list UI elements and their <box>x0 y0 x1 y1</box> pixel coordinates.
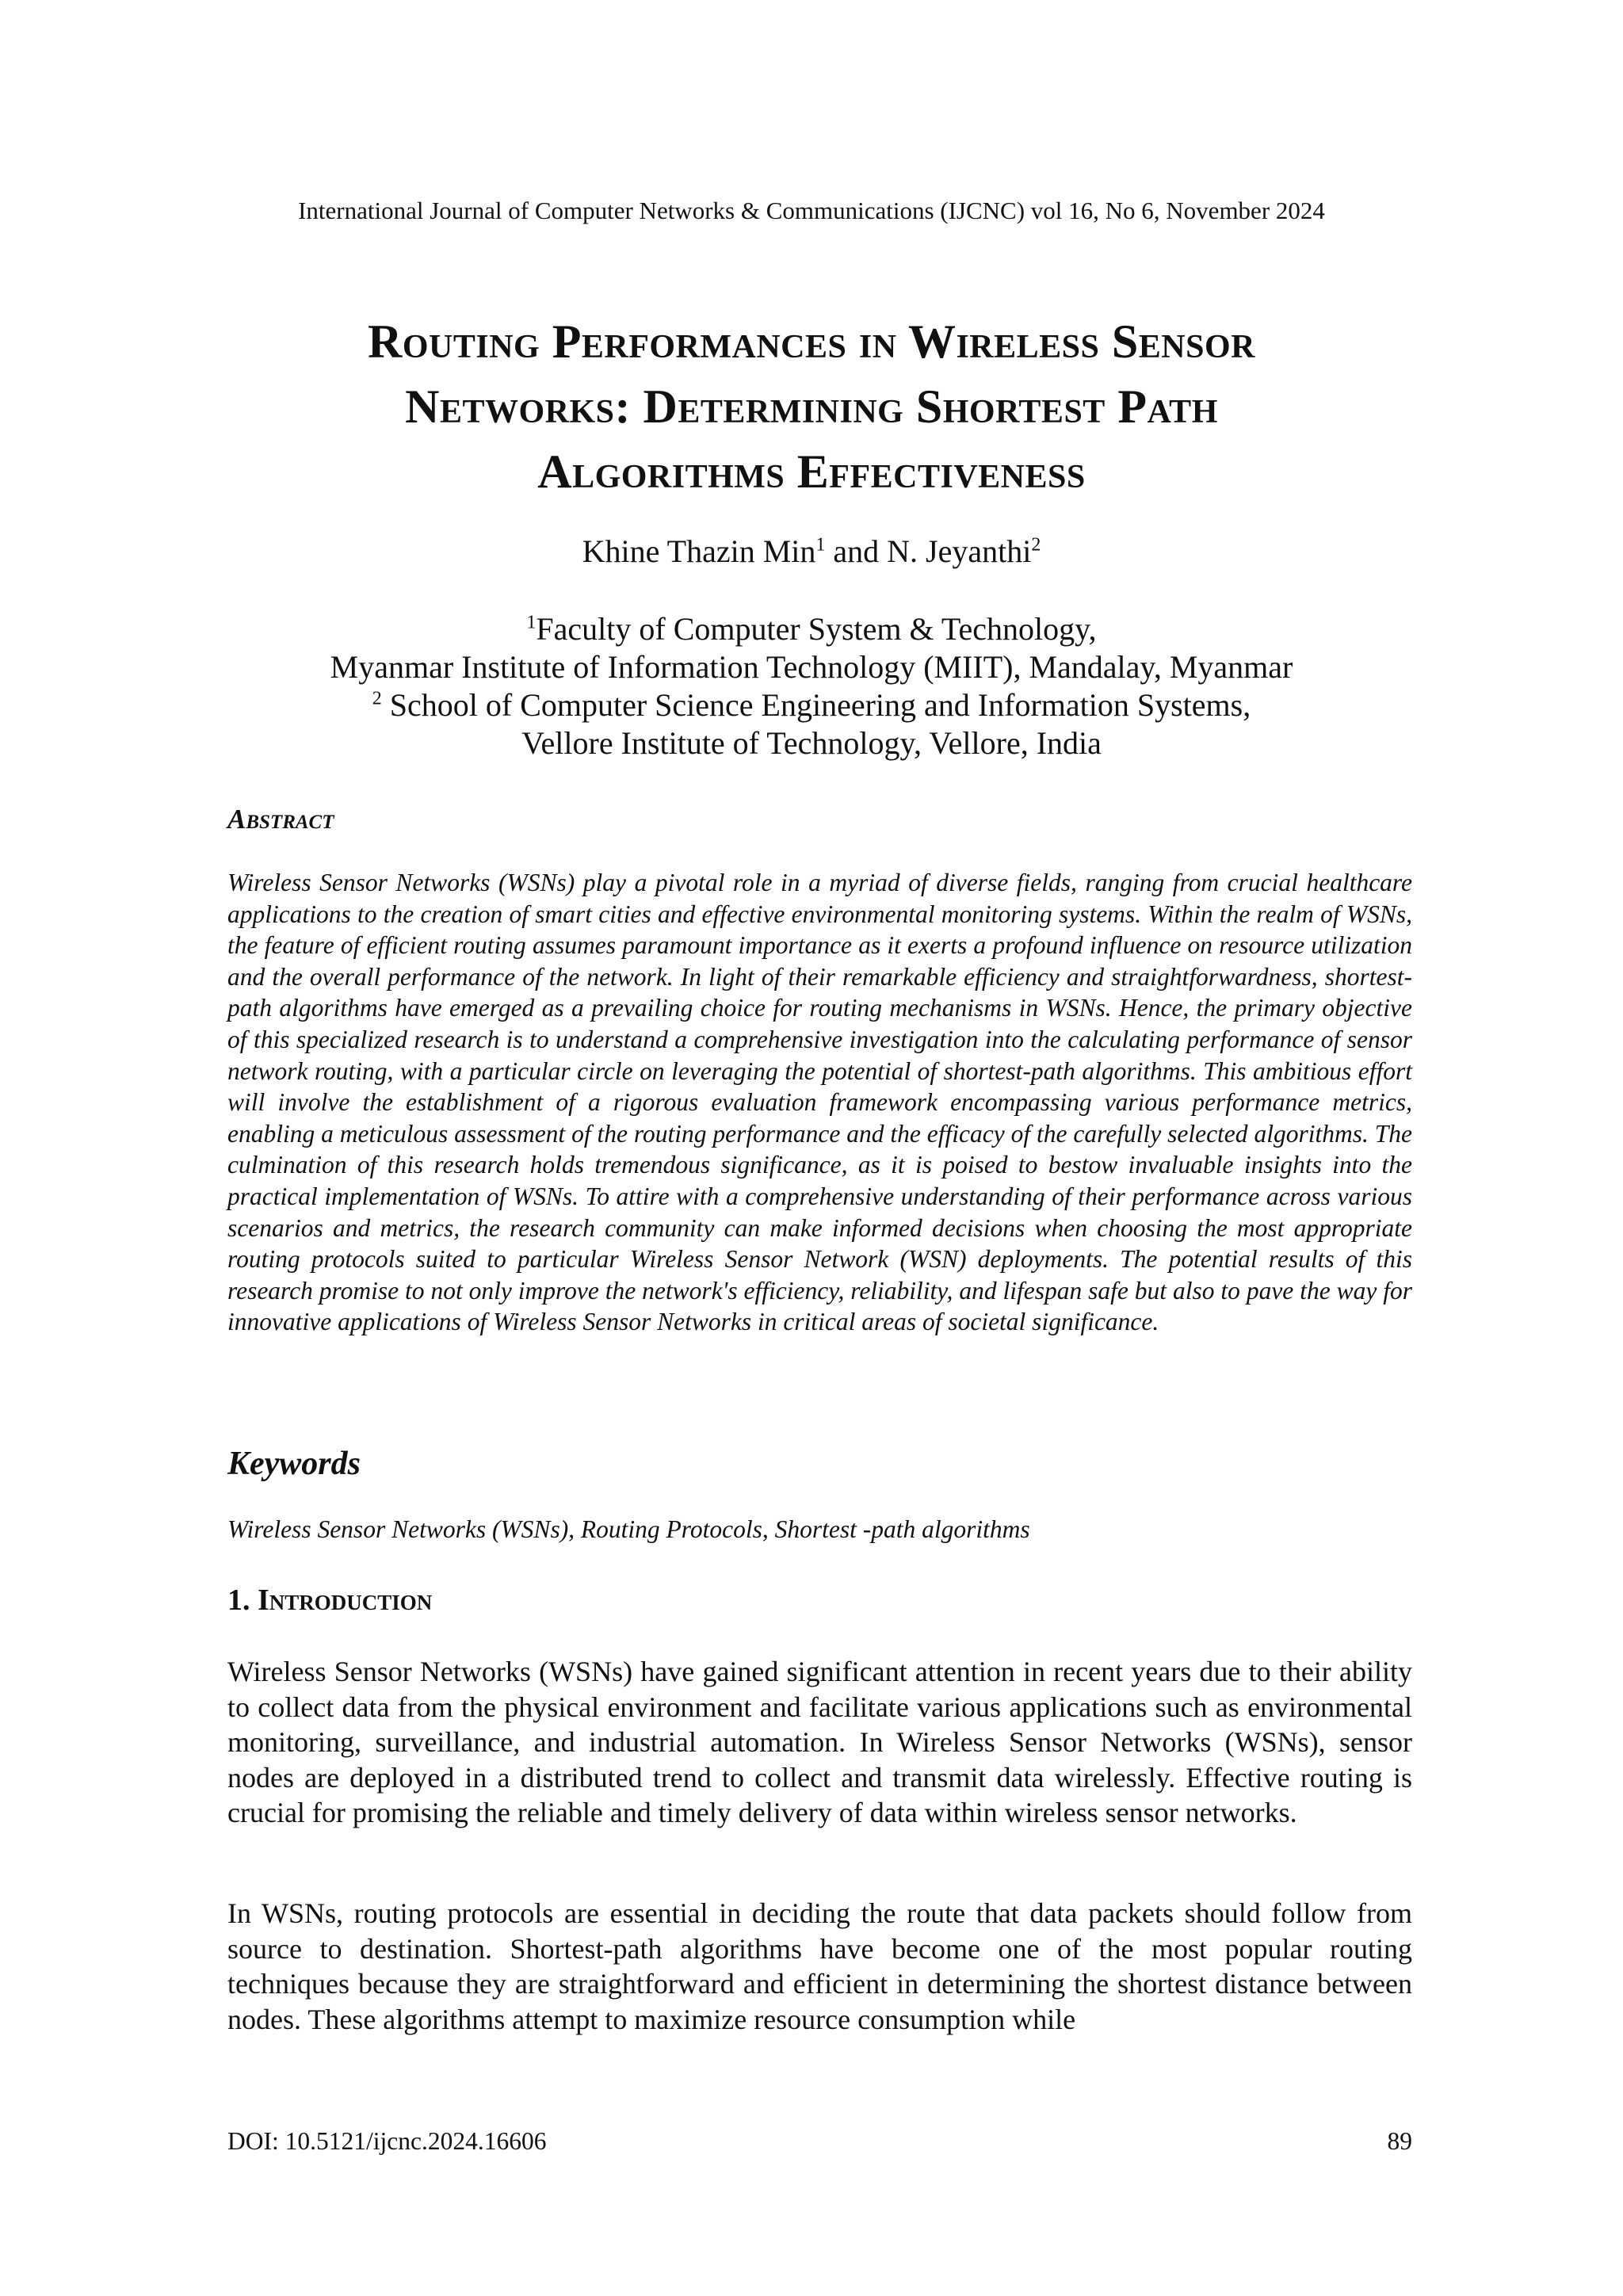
affiliation-1-marker: 1 <box>526 612 537 633</box>
introduction-paragraph-1: Wireless Sensor Networks (WSNs) have gained significant attention in recent years due to their ability to collect data from the physical environment and facilitate various applications such as environmental monitoring, surveillance, and industrial automation. In Wireless Sensor Networks (WSNs), sensor nodes are deployed in a distributed trend to collect and transmit data wirelessly. Effective routing is crucial for promising the reliable and timely delivery of data within wireless sensor networks. <box>227 1656 1412 1828</box>
keywords-heading: Keywords <box>227 1446 361 1482</box>
introduction-paragraph-2: In WSNs, routing protocols are essential in deciding the route that data packets should follow from source to destination. Shortest-path algorithms have become one of the most popular routing techniques because they are straightforward and efficient in determining the shortest distance between nodes. These algorithms attempt to maximize resource consumption while <box>227 1897 1412 2035</box>
abstract-text: Wireless Sensor Networks (WSNs) play a pivotal role in a myriad of diverse fields, ranging from crucial healthcare applications to the creation of smart cities and effective environmental monitoring systems. Within the realm of WSNs, the feature of efficient routing assumes paramount importance as it exerts a profound influence on resource utilization and the overall performance of the network. In light of their remarkable efficiency and straightforwardness, shortest-path algorithms have emerged as a prevailing choice for routing mechanisms in WSNs. Hence, the primary objective of this specialized research is to understand a comprehensive investigation into the calculating performance of sensor network routing, with a particular circle on leveraging the potential of shortest-path algorithms. This ambitious effort will involve the establishment of a rigorous evaluation framework encompassing various performance metrics, enabling a meticulous assessment of the routing performance and the efficacy of the carefully selected algorithms. The culmination of this research holds tremendous significance, as it is poised to bestow invaluable insights into the practical implementation of WSNs. To attire with a comprehensive understanding of their performance across various scenarios and metrics, the research community can make informed decisions when choosing the most appropriate routing protocols suited to particular Wireless Sensor Network (WSN) deployments. The potential results of this research promise to not only improve the network's efficiency, reliability, and lifespan safe but also to pave the way for innovative applications of Wireless Sensor Networks in critical areas of societal significance. <box>227 869 1412 1336</box>
affiliation-2-line-2: Vellore Institute of Technology, Vellore, India <box>521 725 1102 761</box>
affiliation-1-line-2: Myanmar Institute of Information Technology (MIIT), Mandalay, Myanmar <box>330 649 1293 685</box>
running-header: International Journal of Computer Networks & Communications (IJCNC) vol 16, No 6, November 2024 <box>298 197 1325 224</box>
abstract-heading: Abstract <box>227 804 334 835</box>
keywords-text: Wireless Sensor Networks (WSNs), Routing Protocols, Shortest -path algorithms <box>227 1515 1030 1543</box>
author-conjunction: and <box>825 533 888 569</box>
title-line-1: Routing Performances in Wireless Sensor <box>368 315 1255 368</box>
section-1-heading <box>227 1580 432 1620</box>
author-2-name: N. Jeyanthi <box>887 533 1032 569</box>
title-line-2: Networks: Determining Shortest Path <box>405 380 1218 433</box>
section-1-number: 1. <box>227 1584 258 1617</box>
author-1-affiliation-marker: 1 <box>815 534 826 556</box>
affiliation-1-line-1: $^1$Faculty of Computer System & Technology, <box>526 611 1097 647</box>
paper-title <box>190 309 1433 504</box>
affiliation-2-marker: 2 <box>372 688 382 709</box>
page-number: 89 <box>1387 2127 1412 2155</box>
author-list <box>0 531 1623 572</box>
author-1-name: Khine Thazin Min <box>582 533 816 569</box>
affiliations <box>0 610 1623 762</box>
author-2-affiliation-marker: 2 <box>1031 534 1041 556</box>
footer-doi: DOI: 10.5121/ijcnc.2024.16606 <box>227 2127 547 2155</box>
title-line-3: Algorithms Effectiveness <box>537 445 1086 498</box>
affiliation-2-line-1: $^2$ School of Computer Science Engineering and Information Systems, <box>372 687 1251 723</box>
section-1-title: Introduction <box>258 1584 433 1617</box>
